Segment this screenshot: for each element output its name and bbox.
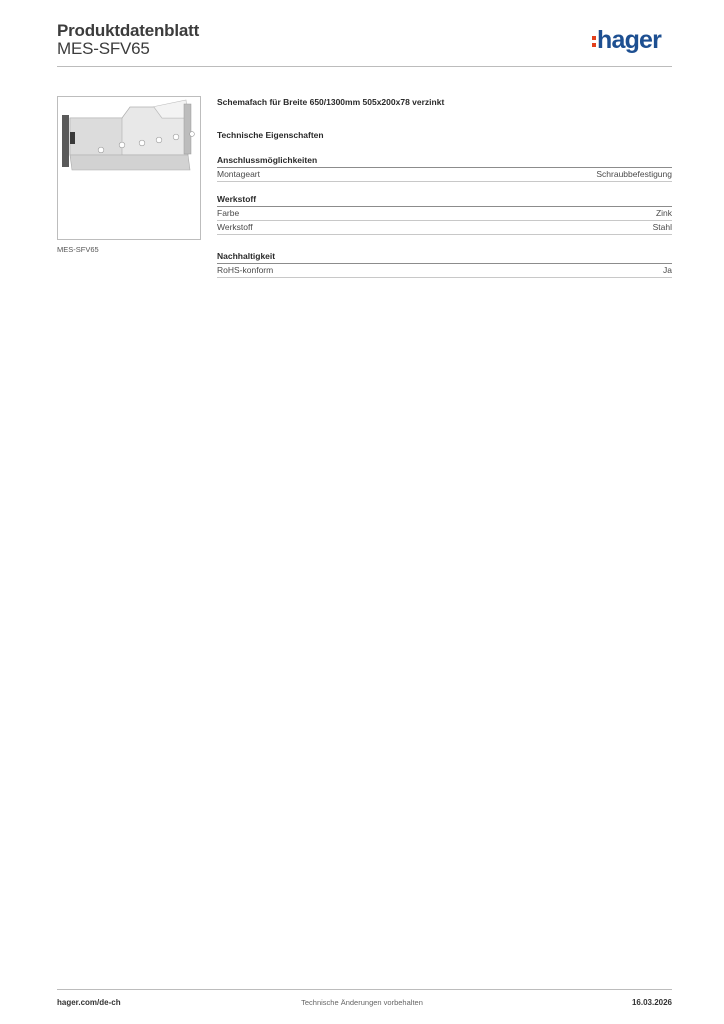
- spec-row: [217, 207, 672, 221]
- spec-value: Zink: [655, 208, 672, 218]
- spec-value: Ja: [663, 265, 672, 275]
- image-caption: MES-SFV65: [57, 245, 99, 254]
- header-divider: [57, 66, 672, 67]
- footer-notice: Technische Änderungen vorbehalten: [301, 998, 423, 1007]
- group-sustainability: [217, 250, 672, 278]
- spec-label: Farbe: [217, 208, 240, 218]
- spec-value: Stahl: [652, 222, 672, 232]
- footer-date: 16.03.2026: [631, 998, 672, 1007]
- spec-label: RoHS-konform: [217, 265, 274, 275]
- logo-wordmark: hager: [597, 26, 662, 54]
- footer-website-link[interactable]: hager.com/de-ch: [57, 998, 121, 1007]
- spec-row: [217, 221, 672, 235]
- spec-value: Schraubbefestigung: [596, 169, 672, 179]
- hager-logo: [592, 27, 661, 53]
- logo-dots-icon: [592, 36, 596, 47]
- spec-label: Werkstoff: [217, 222, 253, 232]
- footer-divider: [57, 989, 672, 990]
- group-title: Nachhaltigkeit: [217, 250, 672, 264]
- technical-properties-title: Technische Eigenschaften: [217, 130, 324, 140]
- product-name: Schemafach für Breite 650/1300mm 505x200x78 verzinkt: [217, 97, 445, 107]
- page-title: Produktdatenblatt: [57, 21, 200, 40]
- product-code: MES-SFV65: [57, 39, 150, 58]
- spec-label: Montageart: [217, 169, 260, 179]
- product-details: [217, 96, 672, 278]
- group-connection: [217, 154, 672, 182]
- spec-row: [217, 264, 672, 278]
- group-title: Anschlussmöglichkeiten: [217, 154, 672, 168]
- group-title: Werkstoff: [217, 193, 672, 207]
- group-material: [217, 193, 672, 235]
- schema-pocket-illustration: [58, 97, 200, 239]
- product-image: [57, 96, 201, 240]
- spec-row: [217, 168, 672, 182]
